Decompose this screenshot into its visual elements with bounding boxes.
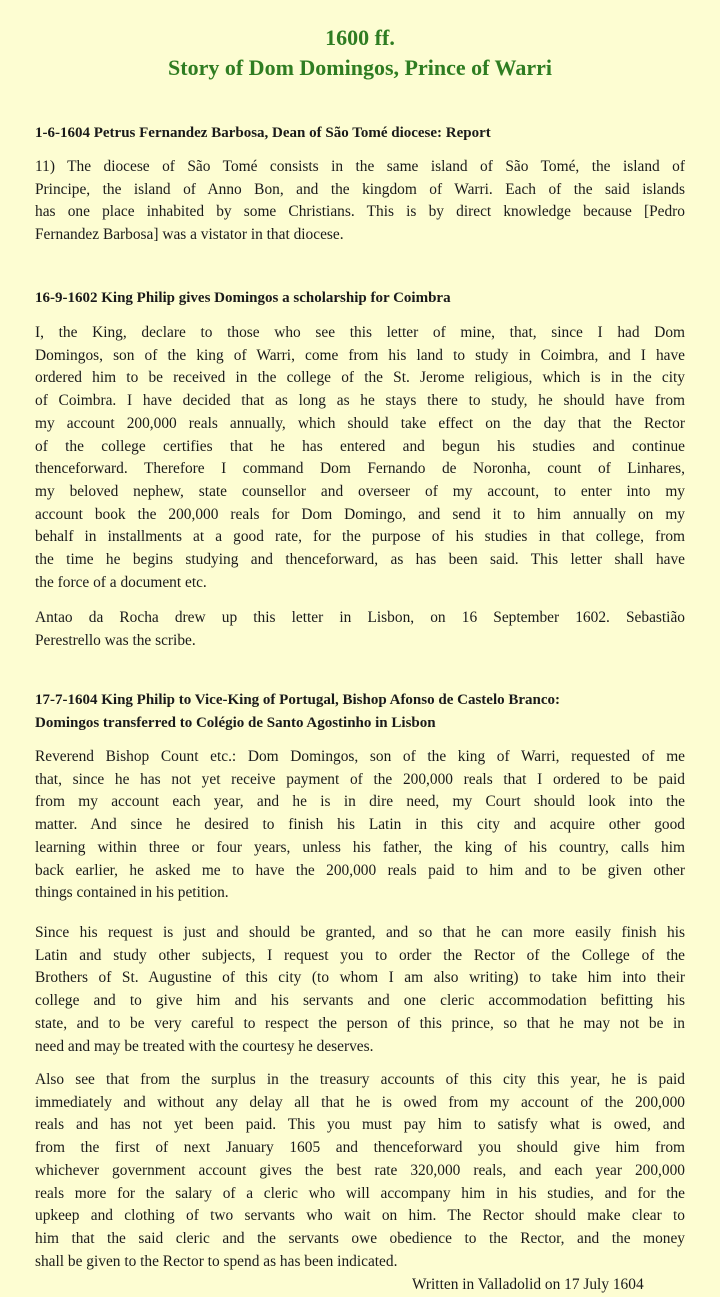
paragraph xyxy=(35,922,685,1058)
paragraph xyxy=(35,322,685,594)
text-line: account book the 200,000 reals for Dom Domingo, and send it to him annually on my xyxy=(35,505,685,523)
text-line: upkeep and clothing of two servants who wait on him. The Rector should make clear to xyxy=(35,1207,685,1225)
paragraph xyxy=(35,607,685,652)
text-line: Fernandez Barbosa] was a vistator in that diocese. xyxy=(35,226,344,244)
text-line: him that the said cleric and the servants owe obedience to the Rector, and the money xyxy=(35,1229,685,1247)
text-line: Brothers of St. Augustine of this city (to whom I am also writing) to take him into their xyxy=(35,969,685,987)
text-line: Antao da Rocha drew up this letter in Lisbon, on 16 September 1602. Sebastião xyxy=(35,609,685,626)
text-line: has one place inhabited by some Christians. This is by direct knowledge because [Pedro xyxy=(35,203,685,221)
text-line: the time he begins studying and thenceforward, as has been said. This letter shall have xyxy=(35,551,685,569)
text-line: immediately and without any delay all that he is owed from my account of the 200,000 xyxy=(35,1093,685,1111)
text-line: behalf in installments at a good rate, for the purpose of his studies in that college, from xyxy=(35,528,685,546)
text-line: Principe, the island of Anno Bon, and the kingdom of Warri. Each of the said islands xyxy=(35,180,685,198)
section-heading xyxy=(35,122,685,145)
document-subtitle: Story of Dom Domingos, Prince of Warri xyxy=(168,55,552,80)
section-heading xyxy=(35,287,685,310)
text-line: the force of a document etc. xyxy=(35,573,207,591)
text-line: from my account each year, and he is in dire need, my Court should look into the xyxy=(35,793,685,811)
text-line: of Coimbra. I have decided that as long as he stays there to study, he should have from xyxy=(35,392,685,410)
text-line: ordered him to be received in the college of the St. Jerome religious, which is in the city xyxy=(35,369,685,387)
text-line: shall be given to the Rector to spend as has been indicated. xyxy=(35,1252,398,1270)
text-line: my account 200,000 reals annually, which should take effect on the day that the Rector xyxy=(35,414,685,432)
text-line: thenceforward. Therefore I command Dom Fernando de Noronha, count of Linhares, xyxy=(35,460,685,478)
document-title: 1600 ff. xyxy=(325,25,395,50)
signoff: Written in Valladolid on 17 July 1604 xyxy=(412,1276,644,1293)
text-line: that, since he has not yet receive payment of the 200,000 reals that I ordered to be paid xyxy=(35,770,685,788)
text-line: Domingos, son of the king of Warri, come from his land to study in Coimbra, and I have xyxy=(35,346,685,364)
text-line: from the first of next January 1605 and thenceforward you should give him from xyxy=(35,1139,685,1157)
text-line: college and to give him and his servants and one cleric accommodation befitting his xyxy=(35,992,685,1010)
paragraph xyxy=(35,156,685,247)
text-line: 17-7-1604 King Philip to Vice-King of Portugal, Bishop Afonso de Castelo Branco: xyxy=(35,692,561,708)
text-line: reals more for the salary of a cleric who will accompany him in his studies, and for the xyxy=(35,1184,685,1202)
text-line: reals and has not yet been paid. This you must pay him to satisfy what is owed, and xyxy=(35,1116,685,1134)
text-line: Reverend Bishop Count etc.: Dom Domingos, son of the king of Warri, requested of me xyxy=(35,748,685,765)
text-line: back earlier, he asked me to have the 200,000 reals paid to him and to be given other xyxy=(35,861,685,879)
paragraph xyxy=(35,1069,685,1273)
text-line: matter. And since he desired to finish his Latin in this city and acquire other good xyxy=(35,816,685,834)
text-line: Domingos transferred to Colégio de Santo Agostinho in Lisbon xyxy=(35,714,436,731)
text-line: need and may be treated with the courtesy he deserves. xyxy=(35,1037,374,1055)
text-line: Also see that from the surplus in the treasury accounts of this city this year, he is paid xyxy=(35,1071,685,1088)
text-line: state, and to be very careful to respect the person of this prince, so that he may not be in xyxy=(35,1014,685,1032)
text-line: 11) The diocese of São Tomé consists in the same island of São Tomé, the island of xyxy=(35,158,685,175)
text-line: of the college certifies that he has entered and begun his studies and continue xyxy=(35,437,685,455)
paragraph xyxy=(35,746,685,905)
text-line: Perestrello was the scribe. xyxy=(35,631,196,649)
text-line: 1-6-1604 Petrus Fernandez Barbosa, Dean of São Tomé diocese: Report xyxy=(35,125,491,141)
text-line: Latin and study other subjects, I request you to order the Rector of the College of the xyxy=(35,946,685,964)
text-line: whichever government account gives the best rate 320,000 reals, and each year 200,000 xyxy=(35,1161,685,1179)
text-line: learning within three or four years, unless his father, the king of his country, calls him xyxy=(35,838,685,856)
text-line: my beloved nephew, state counsellor and overseer of my account, to enter into my xyxy=(35,482,685,500)
text-line: 16-9-1602 King Philip gives Domingos a scholarship for Coimbra xyxy=(35,290,451,306)
text-line: I, the King, declare to those who see this letter of mine, that, since I had Dom xyxy=(35,324,685,341)
text-line: Since his request is just and should be granted, and so that he can more easily finish his xyxy=(35,924,685,941)
text-line: things contained in his petition. xyxy=(35,884,229,902)
section-heading xyxy=(35,689,685,734)
